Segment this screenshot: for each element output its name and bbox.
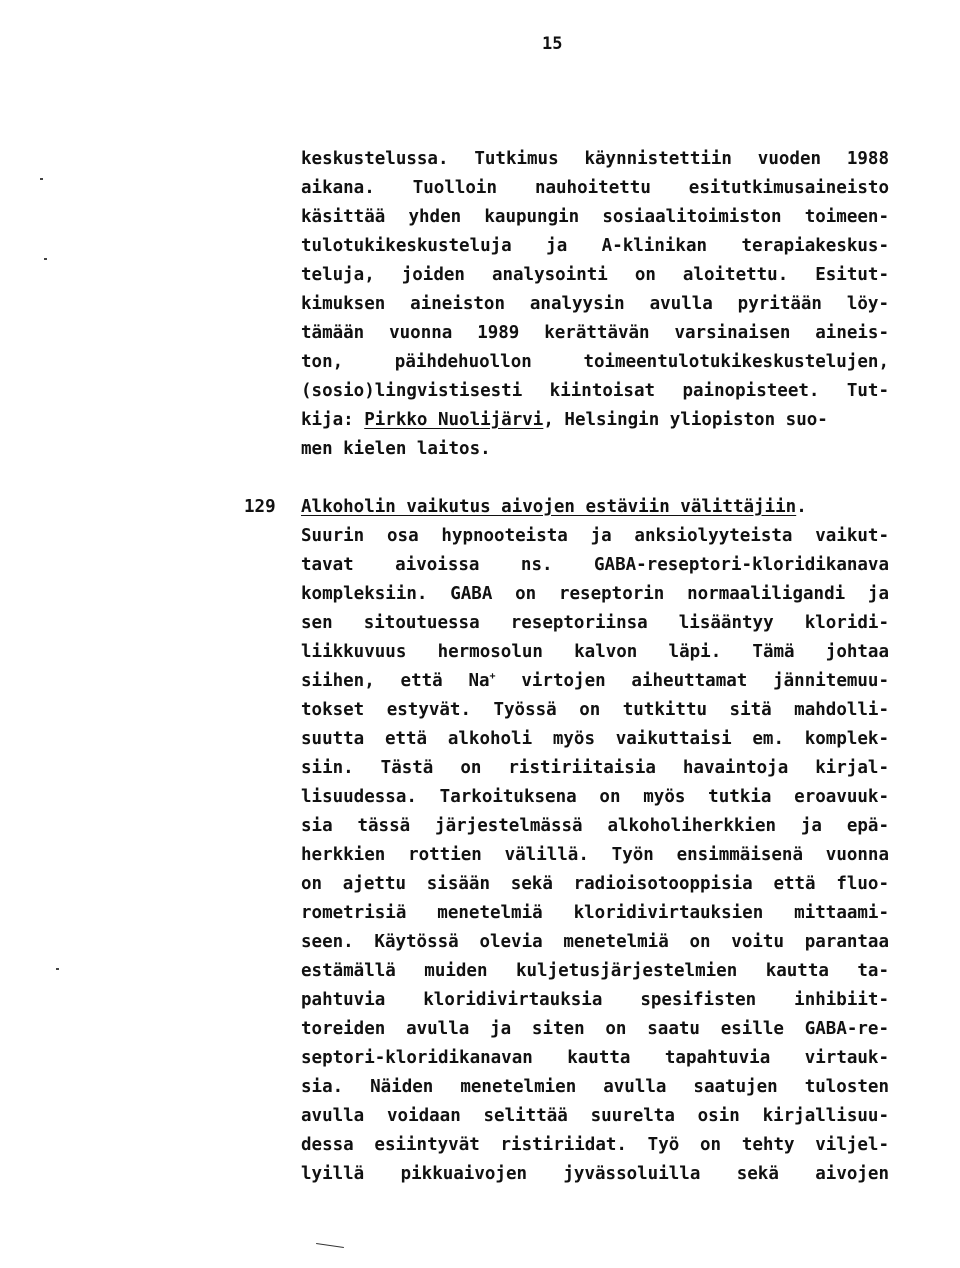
text-line: on ajettu sisään sekä radioisotooppisia että fluo- — [301, 874, 889, 894]
text-line: sia. Näiden menetelmien avulla saatujen tulosten — [301, 1077, 889, 1097]
text-line: liikkuvuus hermosolun kalvon läpi. Tämä johtaa — [301, 642, 889, 662]
paragraph-research-description — [301, 145, 889, 464]
text-line: aikana. Tuolloin nauhoitettu esitutkimusaineisto — [301, 178, 889, 198]
scan-speck — [44, 258, 47, 260]
sodium-charge: + — [489, 671, 496, 683]
text-line: seen. Käytössä olevia menetelmiä on voitu parantaa — [301, 932, 889, 952]
researcher-line — [301, 406, 889, 435]
sodium-line-start: siihen, että Na — [301, 671, 490, 691]
sodium-line — [301, 667, 889, 696]
page-number: 15 — [542, 34, 563, 54]
text-line: ton, päihdehuollon toimeentulotukikeskustelujen, — [301, 352, 889, 372]
entry-title-period: . — [796, 497, 807, 517]
text-line: kimuksen aineiston analyysin avulla pyritään löy- — [301, 294, 889, 314]
text-line: kompleksiin. GABA on reseptorin normaaliligandi ja — [301, 584, 889, 604]
text-line: rometrisiä menetelmiä kloridivirtauksien mittaami- — [301, 903, 889, 923]
text-line: teluja, joiden analysointi on aloitettu. Esitut- — [301, 265, 889, 285]
text-line: toreiden avulla ja siten on saatu esille GABA-re- — [301, 1019, 889, 1039]
entry-title: Alkoholin vaikutus aivojen estäviin välittäjiin — [301, 497, 797, 517]
researcher-name: Pirkko Nuolijärvi — [364, 410, 544, 430]
text-line: tokset estyvät. Työssä on tutkittu sitä mahdolli- — [301, 700, 889, 720]
researcher-prefix: kija: — [301, 410, 365, 430]
text-line: Suurin osa hypnooteista ja anksiolyyteista vaikut- — [301, 526, 889, 546]
text-line: suutta että alkoholi myös vaikuttaisi em. komplek- — [301, 729, 889, 749]
text-line: lisuudessa. Tarkoituksena on myös tutkia eroavuuk- — [301, 787, 889, 807]
text-line: siin. Tästä on ristiriitaisia havaintoja kirjal- — [301, 758, 889, 778]
text-line: sia tässä järjestelmässä alkoholiherkkien ja epä- — [301, 816, 889, 836]
scan-speck — [56, 968, 59, 970]
text-line: herkkien rottien välillä. Työn ensimmäisenä vuonna — [301, 845, 889, 865]
text-line: tavat aivoissa ns. GABA-reseptori-kloridikanava — [301, 555, 889, 575]
sodium-line-end: virtojen aiheuttamat jännitemuu- — [495, 671, 890, 691]
text-line: (sosio)lingvistisesti kiintoisat painopisteet. Tut- — [301, 381, 889, 401]
text-line: keskustelussa. Tutkimus käynnistettiin vuoden 1988 — [301, 149, 889, 169]
text-line: sen sitoutuessa reseptoriinsa lisääntyy kloridi- — [301, 613, 889, 633]
text-line: pahtuvia kloridivirtauksia spesifisten inhibiit- — [301, 990, 889, 1010]
scan-speck — [40, 178, 43, 180]
text-line: tulotukikeskusteluja ja A-klinikan terapiakeskus- — [301, 236, 889, 256]
text-line: septori-kloridikanavan kautta tapahtuvia virtauk- — [301, 1048, 889, 1068]
text-line: avulla voidaan selittää suurelta osin kirjallisuu- — [301, 1106, 889, 1126]
paragraph-entry-129 — [301, 493, 889, 1189]
researcher-affiliation: , Helsingin yliopiston suo- — [543, 410, 828, 430]
text-line: dessa esiintyvät ristiriidat. Työ on tehty viljel- — [301, 1135, 889, 1155]
text-line: men kielen laitos. — [301, 439, 491, 459]
text-line: estämällä muiden kuljetusjärjestelmien kautta ta- — [301, 961, 889, 981]
text-line: tämään vuonna 1989 kerättävän varsinaisen aineis- — [301, 323, 889, 343]
text-line: käsittää yhden kaupungin sosiaalitoimiston toimeen- — [301, 207, 889, 227]
entry-title-line — [301, 493, 889, 522]
stray-pen-mark — [316, 1243, 344, 1248]
text-line: lyillä pikkuaivojen jyvässoluilla sekä aivojen — [301, 1164, 889, 1184]
entry-number: 129 — [244, 497, 276, 517]
